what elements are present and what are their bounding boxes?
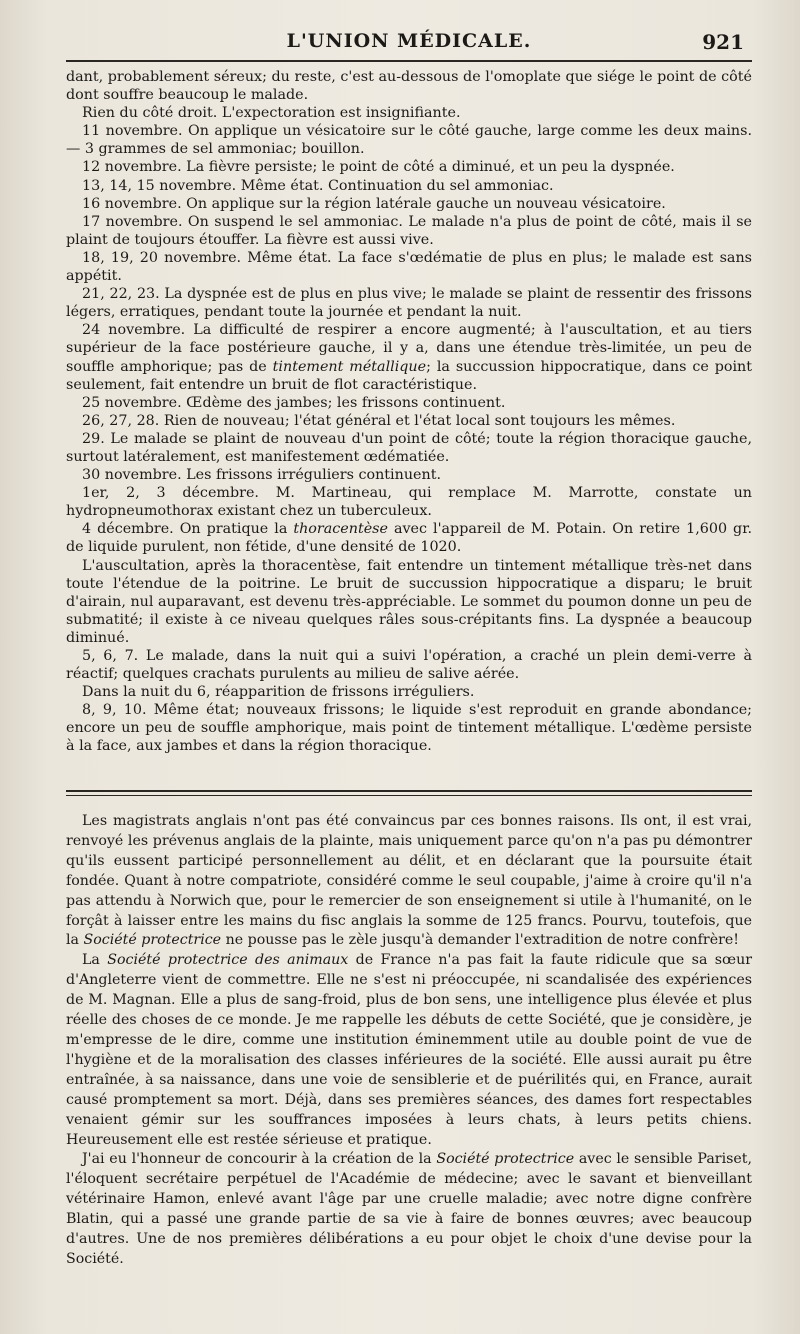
paragraph-text: La (82, 952, 108, 969)
case-paragraph: 18, 19, 20 novembre. Même état. La face s'œdématie de plus en plus; le malade est sans appétit. (66, 249, 752, 285)
feuilleton-paragraph (66, 812, 752, 951)
paragraph-text: 4 décembre. On pratique la (82, 521, 294, 538)
running-head (66, 26, 752, 58)
paragraph-text: J'ai eu l'honneur de concourir à la création de la (82, 1151, 437, 1168)
case-report-body (66, 68, 752, 756)
case-paragraph: 25 novembre. Œdème des jambes; les frissons continuent. (82, 394, 506, 411)
paragraph-text: ; la succussion hippocratique, dans ce point seulement, fait entendre un bruit de flot caractéristique. (66, 358, 752, 393)
case-paragraph: 16 novembre. On applique sur la région latérale gauche un nouveau vésicatoire. (82, 195, 666, 212)
page-number: 921 (702, 30, 744, 54)
feuilleton-body (66, 812, 752, 1270)
case-paragraph (66, 321, 752, 393)
case-paragraph: 21, 22, 23. La dyspnée est de plus en plus vive; le malade se plaint de ressentir des frissons légers, erratiques, pendant toute la journée et pendant la nuit. (66, 286, 752, 321)
italic-term: tintement métallique (272, 358, 427, 375)
italic-term: thoracentèse (293, 521, 388, 538)
case-paragraph: 29. Le malade se plaint de nouveau d'un point de côté; toute la région thoracique gauche, surtout latéralement, est manifestement œdématiée. (66, 430, 752, 465)
journal-title: L'UNION MÉDICALE. (286, 30, 532, 52)
case-paragraph: 8, 9, 10. Même état; nouveaux frissons; le liquide s'est reproduit en grande abondance; encore un peu de souffle amphorique, mais point de tintement métallique. L'œdème persiste à la face, aux jambes et dans la région thoracique. (66, 702, 752, 755)
case-paragraph: 26, 27, 28. Rien de nouveau; l'état général et l'état local sont toujours les mêmes. (82, 412, 676, 429)
case-paragraph: dant, probablement séreux; du reste, c'est au-dessous de l'omoplate que siége le point de côté dont souffre beaucoup le malade. (66, 69, 752, 104)
feuilleton-paragraph (66, 1150, 752, 1269)
paragraph-text: 24 novembre. La difficulté de respirer a encore augmenté; à l'auscultation, et au tiers supérieur de la face postérieure gauche, il y a, dans une étendue très-limitée, un peu de souffle amphorique; pas de (66, 322, 752, 375)
paragraph-text: avec l'appareil de M. Potain. On retire 1,600 gr. de liquide purulent, non fétide, d'une densité de 1020. (66, 521, 753, 556)
section-divider (66, 790, 752, 798)
case-paragraph: 30 novembre. Les frissons irréguliers continuent. (82, 467, 441, 484)
case-paragraph: L'auscultation, après la thoracentèse, fait entendre un tintement métallique très-net dans toute l'étendue de la poitrine. Le bruit de succussion hippocratique a disparu; le bruit d'airain, nul auparavant, est devenu très-appréciable. Le sommet du poumon donne un peu de submatité; il existe à ce niveau quelques râles sous-crépitants fins. La dyspnée a beaucoup diminué. (66, 557, 752, 646)
paragraph-text: Les magistrats anglais n'ont pas été convaincus par ces bonnes raisons. Ils ont, il est vrai, renvoyé les prévenus anglais de la plainte, mais uniquement parce qu'on n'a pas pu démontrer qu'ils eussent participé personnellement au délit, et en déclarant que la poursuite était fondée. Quant à notre compatriote, considéré comme le seul coupable, j'aime à croire qu'il n'a pas attendu à Norwich que, pour le remercier de son enseignement si utile à l'humanité, on le forçât à laisser entre les mains du fisc anglais la somme de 125 francs. Pourvu, toutefois, que la (66, 813, 752, 949)
case-paragraph: 17 novembre. On suspend le sel ammoniac. Le malade n'a plus de point de côté, mais il se plaint de toujours étouffer. La fièvre est aussi vive. (66, 213, 752, 248)
case-paragraph: 5, 6, 7. Le malade, dans la nuit qui a suivi l'opération, a craché un plein demi-verre à réactif; quelques crachats purulents au milieu de salive aérée. (66, 648, 752, 683)
case-paragraph: Rien du côté droit. L'expectoration est insignifiante. (82, 105, 461, 122)
feuilleton-paragraph (66, 951, 752, 1150)
case-paragraph: Dans la nuit du 6, réapparition de frissons irréguliers. (82, 684, 475, 701)
italic-term: Société protectrice (436, 1151, 575, 1168)
paragraph-text: avec le sensible Pariset, l'éloquent secrétaire perpétuel de l'Académie de médecine; avec le savant et bienveillant vétérinaire Hamon, enlevé avant l'âge par une cruelle maladie; avec notre digne confrère Blatin, qui a passé une grande partie de sa vie à faire de bonnes œuvres; avec beaucoup d'autres. Une de nos premières délibérations a eu pour objet le choix d'une devise pour la Société. (66, 1151, 752, 1267)
case-paragraph: 11 novembre. On applique un vésicatoire sur le côté gauche, large comme les deux mains. — 3 grammes de sel ammoniac; bouillon. (66, 123, 752, 158)
case-paragraph: 1er, 2, 3 décembre. M. Martineau, qui remplace M. Marrotte, constate un hydropneumothorax existant chez un tuberculeux. (66, 485, 752, 520)
case-paragraph: 12 novembre. La fièvre persiste; le point de côté a diminué, et un peu la dyspnée. (82, 159, 675, 176)
paragraph-text: de France n'a pas fait la faute ridicule que sa sœur d'Angleterre vient de commettre. Elle ne s'est ni préoccupée, ni scandalisée des expériences de M. Magnan. Elle a plus de sang-froid, plus de bon sens, une intelligence plus élevée et plus réelle des choses de ce monde. Je me rappelle les débuts de cette Société, que je considère, je m'empresse de le dire, comme une institution éminemment utile au double point de vue de l'hygiène et de la moralisation des classes inférieures de la société. Elle aussi aurait pu être entraînée, à sa naissance, dans une voie de sensiblerie et de puérilités qui, en France, aurait causé promptement sa mort. Déjà, dans ses premières séances, des dames fort respectables venaient gémir sur les souffrances imposées à leurs chats, à leurs petits chiens. Heureusement elle est restée sérieuse et pratique. (66, 952, 752, 1148)
case-paragraph (66, 520, 752, 556)
italic-term: Société protectrice des animaux (107, 952, 349, 969)
case-paragraph: 13, 14, 15 novembre. Même état. Continuation du sel ammoniac. (82, 177, 554, 194)
italic-term: Société protectrice (83, 932, 222, 949)
header-rule (66, 60, 752, 62)
paragraph-text: ne pousse pas le zèle jusqu'à demander l'extradition de notre confrère! (221, 932, 739, 949)
